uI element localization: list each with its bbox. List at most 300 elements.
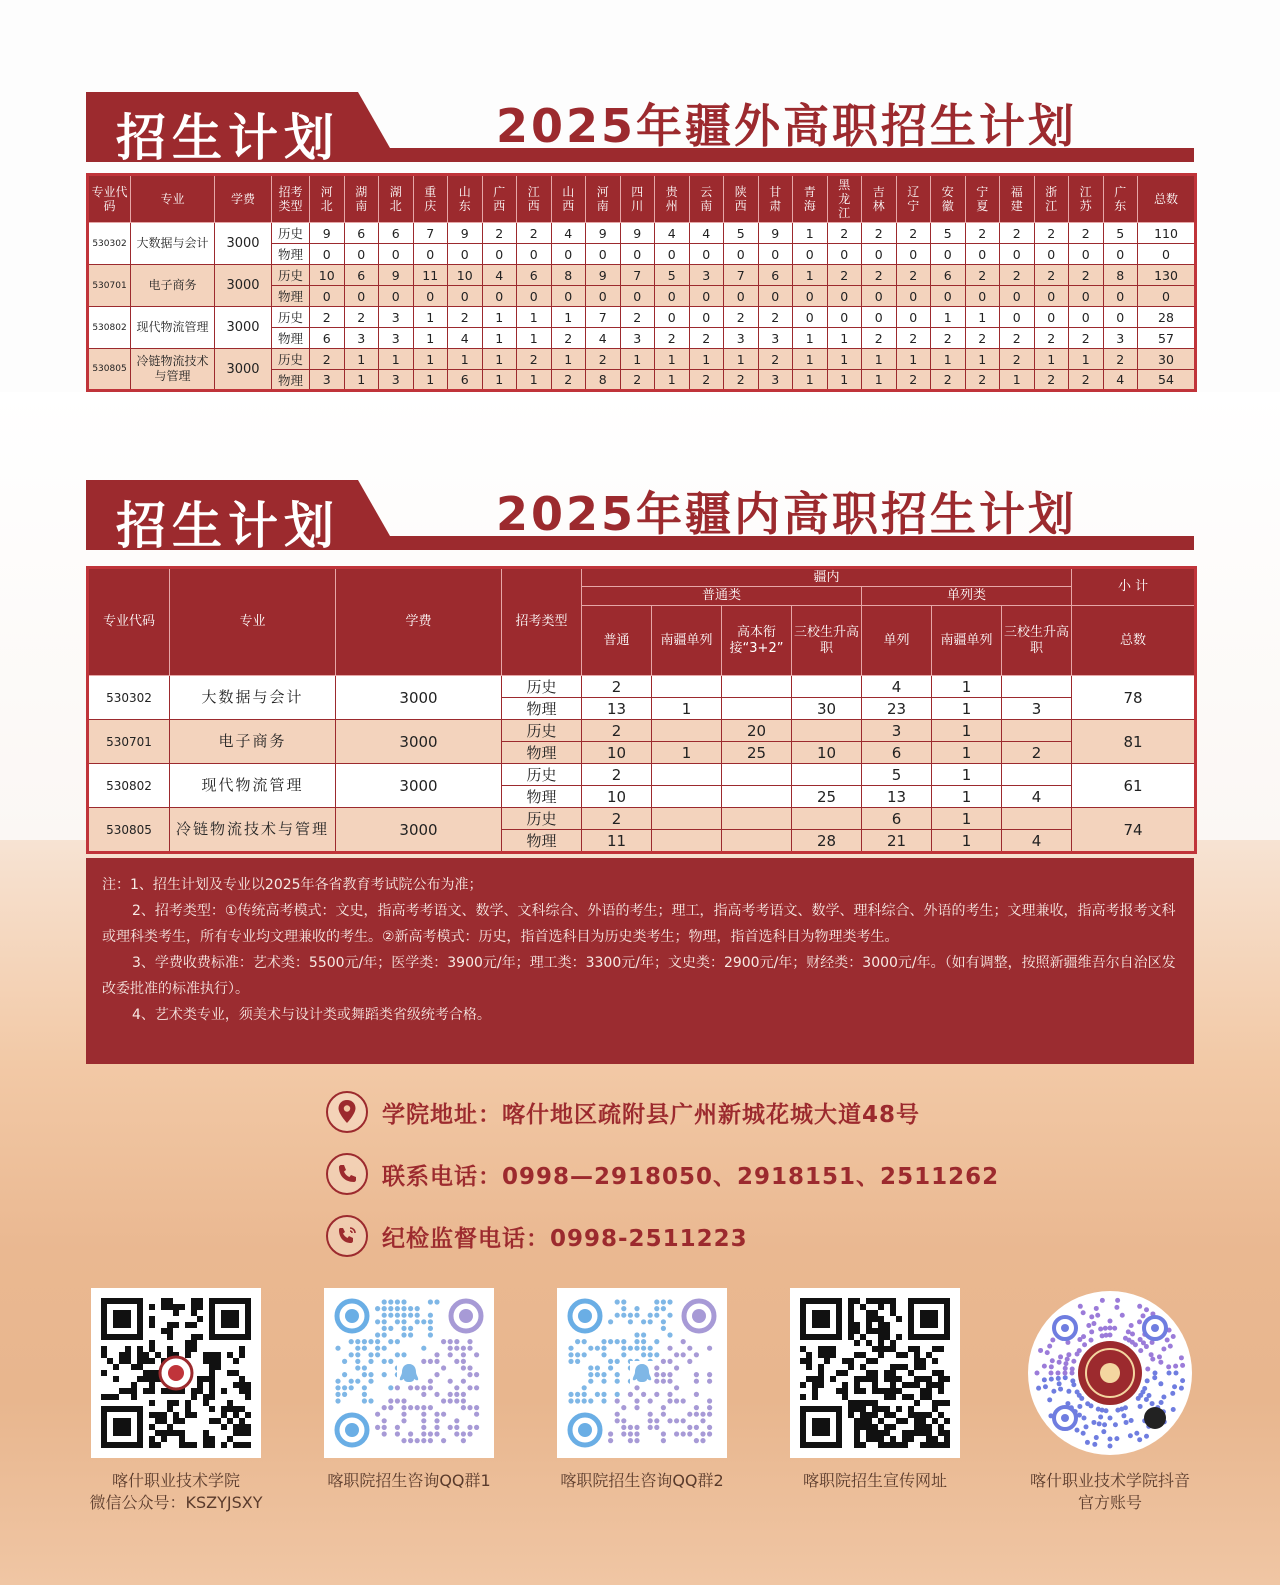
plan-count: 2 <box>517 223 552 244</box>
qr-label-website-line1: 喀职院招生宣传网址 <box>802 1471 947 1490</box>
address-row <box>326 1090 920 1134</box>
header-province: 福建 <box>1000 175 1035 223</box>
plan-count: 3 <box>379 328 414 349</box>
plan-count: 0 <box>655 286 690 307</box>
plan-count: 4 <box>655 223 690 244</box>
plan-count: 8 <box>1103 265 1138 286</box>
plan-count: 0 <box>931 286 966 307</box>
plan-count: 1 <box>517 307 552 328</box>
plan-count: 8 <box>586 370 621 391</box>
plan-count: 10 <box>448 265 483 286</box>
exam-type: 物理 <box>272 328 310 349</box>
plan-count: 1 <box>517 370 552 391</box>
major-name: 现代物流管理 <box>170 764 336 808</box>
header-province: 辽宁 <box>896 175 931 223</box>
row-total: 28 <box>1138 307 1196 328</box>
plan-count: 4 <box>689 223 724 244</box>
header-province: 甘肃 <box>758 175 793 223</box>
plan-count: 1 <box>896 349 931 370</box>
exam-type: 历史 <box>272 265 310 286</box>
plan-count: 2 <box>310 307 345 328</box>
plan-count: 1 <box>620 349 655 370</box>
qr-label-douyin-line2: 官方账号 <box>1077 1493 1142 1512</box>
plan-count: 0 <box>827 286 862 307</box>
header-province: 广西 <box>482 175 517 223</box>
plan-count: 2 <box>931 328 966 349</box>
qr-label-wechat-line1: 喀什职业技术学院 <box>111 1471 240 1490</box>
plan-count: 6 <box>931 265 966 286</box>
supervision-text: 纪检监督电话：0998-2511223 <box>382 1225 748 1252</box>
qr-label-wechat-line2: 微信公众号：KSZYJSXY <box>89 1493 263 1512</box>
header-region: 疆内 <box>582 568 1072 587</box>
plan-count: 0 <box>655 244 690 265</box>
plan-count: 0 <box>1000 244 1035 265</box>
exam-type: 物理 <box>502 742 582 764</box>
row-total: 57 <box>1138 328 1196 349</box>
plan-count: 1 <box>862 349 897 370</box>
plan-count: 2 <box>517 349 552 370</box>
plan-count: 3 <box>310 370 345 391</box>
plan-count: 6 <box>344 265 379 286</box>
header-sub-sanxiao: 三校生升高职 <box>792 606 862 676</box>
plan-count: 0 <box>758 244 793 265</box>
plan-count: 2 <box>1034 223 1069 244</box>
plan-count: 6 <box>517 265 552 286</box>
plan-count: 0 <box>551 286 586 307</box>
plan-count: 1 <box>448 349 483 370</box>
plan-count: 4 <box>482 265 517 286</box>
header-province: 河南 <box>586 175 621 223</box>
website-qr-code[interactable] <box>790 1288 960 1458</box>
plan-count <box>1002 764 1072 786</box>
tuition-fee: 3000 <box>336 764 502 808</box>
header-province: 安徽 <box>931 175 966 223</box>
plan-count: 2 <box>689 328 724 349</box>
plan-count: 2 <box>827 223 862 244</box>
plan-count <box>792 676 862 698</box>
plan-count: 0 <box>689 307 724 328</box>
plan-count: 10 <box>792 742 862 764</box>
plan-count: 2 <box>896 223 931 244</box>
plan-count: 3 <box>862 720 932 742</box>
plan-count: 3 <box>620 328 655 349</box>
plan-count: 1 <box>932 698 1002 720</box>
plan-count: 10 <box>582 742 652 764</box>
plan-count: 1 <box>482 328 517 349</box>
plan-count: 0 <box>758 286 793 307</box>
plan-count: 1 <box>931 307 966 328</box>
row-total: 0 <box>1138 244 1196 265</box>
section2-tag: 招生计划 <box>116 497 340 555</box>
wechat-qr-code[interactable] <box>91 1288 261 1458</box>
plan-count <box>792 720 862 742</box>
plan-count <box>652 786 722 808</box>
plan-count: 1 <box>551 307 586 328</box>
plan-count: 6 <box>310 328 345 349</box>
header-subtotal: 小 计 <box>1072 568 1196 606</box>
qr-label-website <box>765 1470 985 1492</box>
header-province: 湖南 <box>344 175 379 223</box>
header-single: 单列类 <box>862 587 1072 606</box>
plan-count: 0 <box>862 244 897 265</box>
plan-count: 2 <box>582 764 652 786</box>
major-code: 530802 <box>88 764 170 808</box>
header-province: 山东 <box>448 175 483 223</box>
plan-count: 1 <box>931 349 966 370</box>
plan-count: 13 <box>862 786 932 808</box>
plan-count: 1 <box>932 786 1002 808</box>
section2-title: 2025年疆内高职招生计划 <box>496 487 1078 541</box>
plan-count: 0 <box>448 286 483 307</box>
plan-count <box>722 676 792 698</box>
major-name: 大数据与会计 <box>170 676 336 720</box>
plan-count <box>1002 720 1072 742</box>
plan-count: 0 <box>1103 307 1138 328</box>
header-major: 专业 <box>170 568 336 676</box>
plan-count: 2 <box>965 223 1000 244</box>
plan-count <box>652 808 722 830</box>
plan-count: 0 <box>1000 286 1035 307</box>
header-type: 招考类型 <box>502 568 582 676</box>
plan-count: 1 <box>551 349 586 370</box>
plan-count: 1 <box>793 223 828 244</box>
plan-count: 1 <box>793 328 828 349</box>
plan-count: 0 <box>448 244 483 265</box>
plan-count: 2 <box>344 307 379 328</box>
plan-count: 0 <box>1069 286 1104 307</box>
plan-count: 9 <box>448 223 483 244</box>
plan-count: 5 <box>862 764 932 786</box>
header-major: 专业 <box>131 175 215 223</box>
tuition-fee: 3000 <box>336 676 502 720</box>
row-total: 130 <box>1138 265 1196 286</box>
plan-count: 0 <box>862 286 897 307</box>
plan-count: 0 <box>655 307 690 328</box>
major-code: 530805 <box>88 349 131 391</box>
major-name: 大数据与会计 <box>131 223 215 265</box>
qr-label-qq2-line1: 喀职院招生咨询QQ群2 <box>560 1471 724 1490</box>
in-region-plan-table <box>86 566 1197 854</box>
plan-count: 2 <box>655 328 690 349</box>
plan-count: 4 <box>586 328 621 349</box>
plan-count: 28 <box>792 830 862 853</box>
plan-count: 0 <box>310 244 345 265</box>
plan-count: 11 <box>413 265 448 286</box>
major-code: 530701 <box>88 265 131 307</box>
exam-type: 历史 <box>502 676 582 698</box>
plan-count: 2 <box>551 370 586 391</box>
plan-count: 1 <box>932 808 1002 830</box>
header-fee: 学费 <box>215 175 272 223</box>
plan-count: 9 <box>620 223 655 244</box>
plan-count: 5 <box>724 223 759 244</box>
note-1: 注：1、招生计划及专业以2025年各省教育考试院公布为准； <box>102 877 483 893</box>
header-province: 黑龙江 <box>827 175 862 223</box>
exam-type: 物理 <box>272 370 310 391</box>
qq-group2-qr-code[interactable] <box>557 1288 727 1458</box>
header-type: 招考类型 <box>272 175 310 223</box>
plan-count: 13 <box>582 698 652 720</box>
plan-count: 0 <box>586 286 621 307</box>
plan-count: 1 <box>827 370 862 391</box>
plan-count: 2 <box>758 307 793 328</box>
plan-count: 0 <box>1034 286 1069 307</box>
plan-count: 1 <box>655 370 690 391</box>
plan-count: 2 <box>310 349 345 370</box>
plan-count: 1 <box>413 370 448 391</box>
plan-count: 0 <box>689 244 724 265</box>
plan-count: 2 <box>620 307 655 328</box>
major-name: 电子商务 <box>170 720 336 764</box>
plan-count: 6 <box>379 223 414 244</box>
plan-count <box>1002 676 1072 698</box>
header-sub-single: 单列 <box>862 606 932 676</box>
table-row <box>88 676 1196 698</box>
plan-count: 9 <box>310 223 345 244</box>
plan-count: 0 <box>620 244 655 265</box>
plan-count <box>1002 808 1072 830</box>
plan-count: 1 <box>827 328 862 349</box>
exam-type: 物理 <box>502 698 582 720</box>
plan-count: 1 <box>652 742 722 764</box>
plan-count: 0 <box>379 286 414 307</box>
plan-count: 6 <box>448 370 483 391</box>
plan-count: 2 <box>551 328 586 349</box>
plan-count: 0 <box>965 244 1000 265</box>
exam-type: 物理 <box>272 286 310 307</box>
plan-count: 2 <box>1069 223 1104 244</box>
hotline-icon <box>326 1215 368 1257</box>
plan-count: 1 <box>932 720 1002 742</box>
exam-type: 物理 <box>502 830 582 853</box>
qq-group1-qr-code[interactable] <box>324 1288 494 1458</box>
table-row <box>88 307 1196 328</box>
plan-count: 2 <box>965 265 1000 286</box>
plan-count: 10 <box>582 786 652 808</box>
plan-count: 2 <box>1034 265 1069 286</box>
plan-count: 3 <box>724 328 759 349</box>
plan-count <box>722 808 792 830</box>
plan-count: 1 <box>793 349 828 370</box>
plan-count: 2 <box>1034 370 1069 391</box>
plan-count <box>652 764 722 786</box>
plan-count: 4 <box>1002 830 1072 853</box>
plan-count: 5 <box>931 223 966 244</box>
qr-label-douyin-line1: 喀什职业技术学院抖音 <box>1029 1471 1190 1490</box>
plan-count: 1 <box>827 349 862 370</box>
header-province: 山西 <box>551 175 586 223</box>
table-row <box>88 808 1196 830</box>
plan-count: 0 <box>724 286 759 307</box>
major-name: 冷链物流技术与管理 <box>170 808 336 853</box>
header-province: 湖北 <box>379 175 414 223</box>
plan-count: 0 <box>551 244 586 265</box>
qr-label-douyin <box>1000 1470 1220 1514</box>
section1-tag: 招生计划 <box>116 109 340 167</box>
row-total: 110 <box>1138 223 1196 244</box>
plan-count: 9 <box>586 265 621 286</box>
plan-count: 1 <box>689 349 724 370</box>
tuition-fee: 3000 <box>215 223 272 265</box>
exam-type: 历史 <box>272 349 310 370</box>
qr-pattern <box>91 1288 261 1458</box>
header-general: 普通类 <box>582 587 862 606</box>
table-row <box>88 764 1196 786</box>
plan-count: 2 <box>862 328 897 349</box>
plan-count <box>722 764 792 786</box>
plan-count: 30 <box>792 698 862 720</box>
plan-count: 9 <box>586 223 621 244</box>
plan-count: 0 <box>862 307 897 328</box>
plan-count: 0 <box>793 286 828 307</box>
section1-header <box>86 92 1194 167</box>
plan-count: 0 <box>793 244 828 265</box>
plan-count: 3 <box>1103 328 1138 349</box>
qr-pattern <box>557 1288 727 1458</box>
plan-count: 0 <box>896 307 931 328</box>
header-province: 重庆 <box>413 175 448 223</box>
plan-count: 7 <box>586 307 621 328</box>
table1-header-row <box>88 175 1196 223</box>
plan-count: 4 <box>448 328 483 349</box>
plan-count <box>792 764 862 786</box>
row-total: 61 <box>1072 764 1196 808</box>
exam-type: 历史 <box>502 808 582 830</box>
plan-count: 0 <box>724 244 759 265</box>
header-province: 浙江 <box>1034 175 1069 223</box>
row-total: 0 <box>1138 286 1196 307</box>
plan-count: 1 <box>517 328 552 349</box>
plan-count: 2 <box>582 720 652 742</box>
section2-header <box>86 480 1194 555</box>
plan-count: 3 <box>379 370 414 391</box>
plan-count: 2 <box>758 349 793 370</box>
plan-count: 0 <box>931 244 966 265</box>
tuition-fee: 3000 <box>215 349 272 391</box>
plan-count: 1 <box>413 349 448 370</box>
plan-count: 1 <box>482 370 517 391</box>
plan-count: 1 <box>793 370 828 391</box>
plan-count: 0 <box>344 286 379 307</box>
plan-count: 0 <box>827 244 862 265</box>
tuition-fee: 3000 <box>336 808 502 853</box>
header-province: 河北 <box>310 175 345 223</box>
major-code: 530701 <box>88 720 170 764</box>
row-total: 78 <box>1072 676 1196 720</box>
header-sub-sanxiao2: 三校生升高职 <box>1002 606 1072 676</box>
table-row <box>88 265 1196 286</box>
plan-count: 1 <box>932 676 1002 698</box>
phone-text: 联系电话：0998—2918050、2918151、2511262 <box>382 1163 1000 1190</box>
plan-count: 1 <box>1034 349 1069 370</box>
table-row <box>88 349 1196 370</box>
plan-count: 1 <box>965 307 1000 328</box>
row-total: 30 <box>1138 349 1196 370</box>
plan-count: 25 <box>722 742 792 764</box>
major-name: 现代物流管理 <box>131 307 215 349</box>
header-province: 青海 <box>793 175 828 223</box>
plan-count <box>652 830 722 853</box>
plan-count: 9 <box>758 223 793 244</box>
plan-count: 1 <box>932 742 1002 764</box>
plan-count: 2 <box>1000 328 1035 349</box>
qr-pattern <box>790 1288 960 1458</box>
plan-count: 8 <box>551 265 586 286</box>
exam-type: 历史 <box>502 720 582 742</box>
plan-count: 2 <box>896 370 931 391</box>
header-code: 专业代码 <box>88 568 170 676</box>
supervision-row <box>326 1214 748 1258</box>
tuition-fee: 3000 <box>336 720 502 764</box>
section1-title: 2025年疆外高职招生计划 <box>496 99 1078 153</box>
plan-count: 21 <box>862 830 932 853</box>
plan-count: 2 <box>586 349 621 370</box>
header-province: 吉林 <box>862 175 897 223</box>
note-4: 4、艺术类专业，须美术与设计类或舞蹈类省级统考合格。 <box>132 1007 491 1023</box>
plan-count: 0 <box>344 244 379 265</box>
table-row <box>88 223 1196 244</box>
header-province: 四川 <box>620 175 655 223</box>
major-code: 530302 <box>88 223 131 265</box>
header-fee: 学费 <box>336 568 502 676</box>
location-pin-icon <box>326 1091 368 1133</box>
header-province: 广东 <box>1103 175 1138 223</box>
header-province: 云南 <box>689 175 724 223</box>
plan-count: 0 <box>965 286 1000 307</box>
major-code: 530805 <box>88 808 170 853</box>
plan-count: 2 <box>896 265 931 286</box>
plan-count: 1 <box>793 265 828 286</box>
plan-count: 1 <box>652 698 722 720</box>
plan-count <box>792 808 862 830</box>
plan-count: 1 <box>655 349 690 370</box>
plan-count: 0 <box>1034 307 1069 328</box>
plan-count: 2 <box>1000 349 1035 370</box>
tuition-fee: 3000 <box>215 307 272 349</box>
plan-count: 1 <box>482 349 517 370</box>
plan-count: 0 <box>827 307 862 328</box>
qr-label-qq2 <box>532 1470 752 1492</box>
header-sub-3plus2: 高本衔接“3+2” <box>722 606 792 676</box>
row-total: 81 <box>1072 720 1196 764</box>
header-province: 陕西 <box>724 175 759 223</box>
plan-count: 1 <box>932 764 1002 786</box>
major-code: 530302 <box>88 676 170 720</box>
plan-count: 9 <box>379 265 414 286</box>
plan-count: 0 <box>482 286 517 307</box>
douyin-qr-code[interactable] <box>1025 1288 1195 1458</box>
plan-count: 1 <box>1000 370 1035 391</box>
plan-count: 2 <box>1002 742 1072 764</box>
plan-count: 1 <box>862 370 897 391</box>
plan-count: 2 <box>689 370 724 391</box>
plan-count: 2 <box>448 307 483 328</box>
plan-count: 7 <box>724 265 759 286</box>
exam-type: 物理 <box>502 786 582 808</box>
plan-count: 23 <box>862 698 932 720</box>
plan-count: 0 <box>1103 286 1138 307</box>
plan-count: 2 <box>582 808 652 830</box>
plan-count: 0 <box>689 286 724 307</box>
plan-count: 0 <box>586 244 621 265</box>
plan-count: 0 <box>310 286 345 307</box>
plan-count: 0 <box>413 244 448 265</box>
plan-count: 3 <box>758 370 793 391</box>
plan-count: 6 <box>862 742 932 764</box>
plan-count: 2 <box>862 223 897 244</box>
header-province: 贵州 <box>655 175 690 223</box>
plan-count: 6 <box>344 223 379 244</box>
